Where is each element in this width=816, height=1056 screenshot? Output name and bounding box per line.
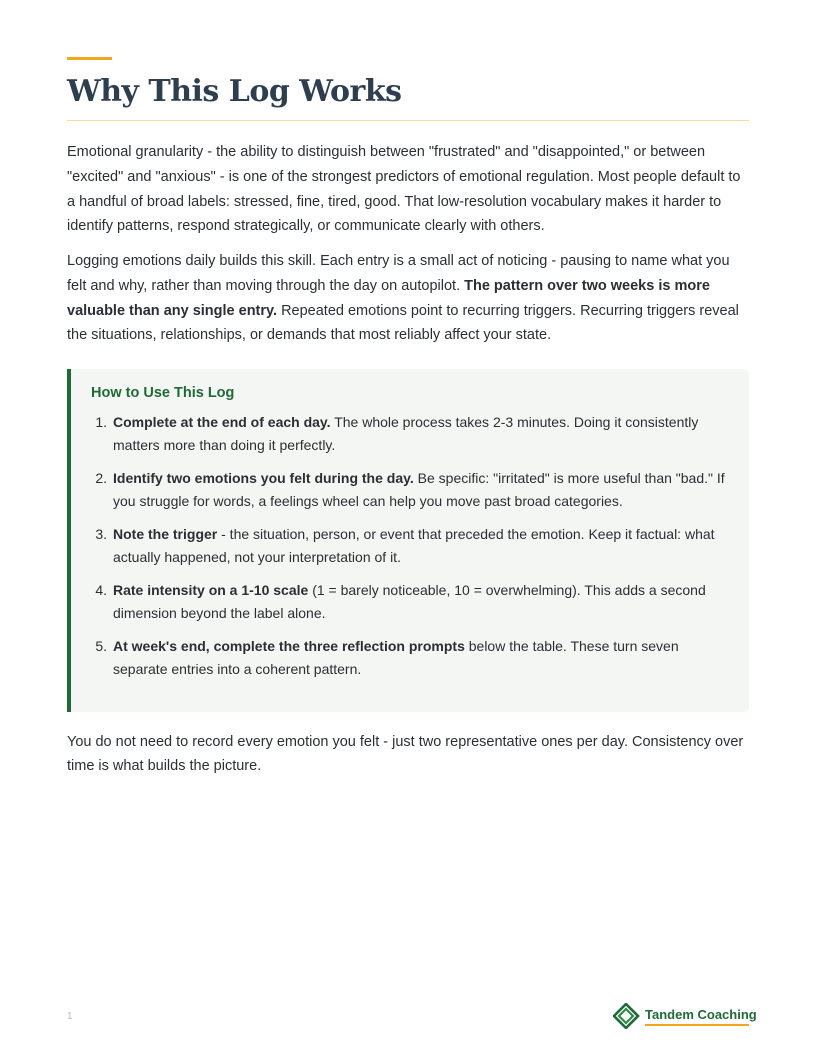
how-to-step [91, 635, 731, 681]
how-to-step [91, 579, 731, 625]
page-number: 1 [67, 1011, 73, 1022]
step-number: 3. [95, 526, 107, 542]
step-heading: Complete at the end of each day. [113, 414, 331, 430]
closing-paragraph: You do not need to record every emotion you felt - just two representative ones per day. Consistency over time is what builds the picture. [67, 734, 744, 774]
intro-paragraph-2-emphasis: The pattern over two weeks is more valuable than any single entry. [67, 277, 710, 319]
intro-paragraph-2-end: Repeated emotions point to recurring triggers. Recurring triggers reveal the situations, relationships, or demands that most reliably affect your state. [67, 302, 739, 344]
step-heading: Rate intensity on a 1-10 scale [113, 582, 309, 598]
step-heading: At week's end, complete the three reflection prompts [113, 638, 465, 654]
how-to-step [91, 523, 731, 569]
intro-paragraph-2 [67, 249, 749, 348]
how-to-title: How to Use This Log [91, 385, 235, 401]
step-text: Be specific: "irritated" is more useful than "bad." If you struggle for words, a feelings wheel can help you move past broad categories. [113, 470, 725, 509]
intro-paragraph-2-start: Logging emotions daily builds this skill. Each entry is a small act of noticing - pausing to name what you felt and why, rather than moving through the day on autopilot. [67, 253, 730, 294]
title-accent-bar [67, 57, 112, 60]
step-text: - the situation, person, or event that preceded the emotion. Keep it factual: what actually happened, not your interpretation of it. [113, 526, 715, 565]
how-to-step [91, 411, 731, 457]
step-heading: Identify two emotions you felt during the day. [113, 470, 414, 486]
brand-logo [613, 1003, 757, 1029]
brand-name: Tandem Coaching [645, 1007, 757, 1022]
brand-underline [645, 1024, 749, 1026]
how-to-step [91, 467, 731, 513]
how-to-steps [91, 411, 731, 691]
step-number: 1. [95, 414, 107, 430]
how-to-callout [67, 369, 749, 712]
diamond-logo-icon [613, 1003, 641, 1029]
intro-paragraph-1: Emotional granularity - the ability to distinguish between "frustrated" and "disappointed," or between "excited" and "anxious" - is one of the strongest predictors of emotional regulation. Most people default to a handful of broad labels: stressed, fine, tired, good. That low-resolution vocabulary makes it harder to identify patterns, respond strategically, or communicate clearly with others. [67, 144, 741, 235]
step-number: 2. [95, 470, 107, 486]
step-heading: Note the trigger [113, 526, 218, 542]
step-number: 4. [95, 582, 107, 598]
step-text: The whole process takes 2-3 minutes. Doing it consistently matters more than doing it perfectly. [113, 414, 699, 453]
step-number: 5. [95, 638, 107, 654]
step-text: below the table. These turn seven separate entries into a coherent pattern. [113, 638, 679, 677]
title-divider [67, 120, 749, 121]
page-title: Why This Log Works [67, 74, 402, 109]
step-text: (1 = barely noticeable, 10 = overwhelming). This adds a second dimension beyond the label alone. [113, 582, 706, 621]
